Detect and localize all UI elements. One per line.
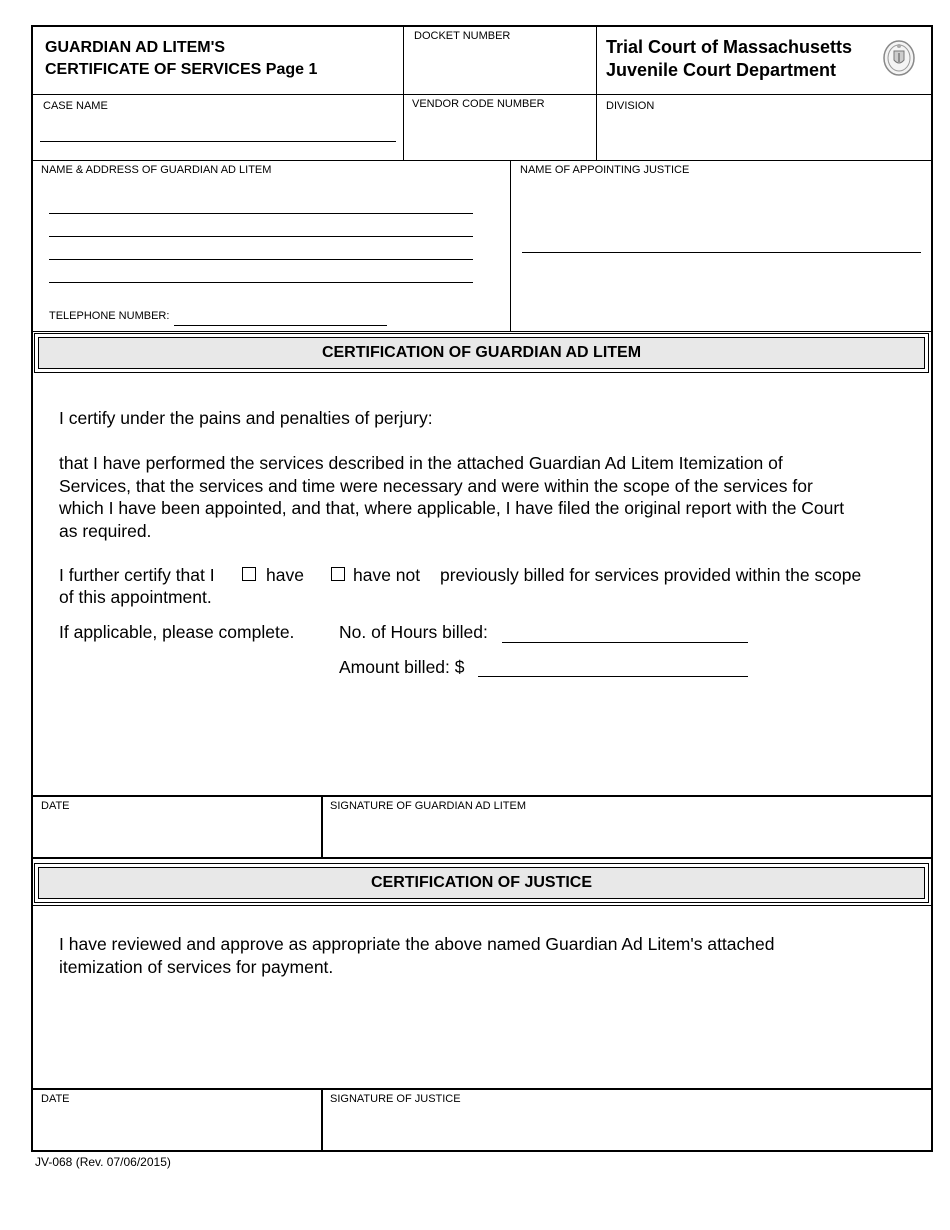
gal-date-label: DATE <box>41 800 70 812</box>
gal-address-line-4[interactable] <box>49 282 473 283</box>
form-title-line1: GUARDIAN AD LITEM'S <box>45 39 226 56</box>
case-name-line[interactable] <box>40 141 396 142</box>
docket-number-label: DOCKET NUMBER <box>414 30 511 42</box>
justice-signature-label: SIGNATURE OF JUSTICE <box>330 1093 461 1105</box>
have-checkbox[interactable] <box>242 567 256 581</box>
justice-signature-row-top <box>31 1088 933 1090</box>
vendor-code-label: VENDOR CODE NUMBER <box>412 98 545 110</box>
gal-address-line-2[interactable] <box>49 236 473 237</box>
row1-bottom-border <box>31 94 933 95</box>
form-frame-top <box>31 25 933 27</box>
further-certify-line2: of this appointment. <box>59 587 212 607</box>
form-frame-right <box>931 25 933 1152</box>
justice-certification-paragraph <box>59 933 919 978</box>
form-frame-bottom <box>31 1150 933 1152</box>
row3-divider <box>510 160 511 332</box>
row2-bottom-border <box>31 160 933 161</box>
further-certify-suffix: previously billed for services provided within the scope <box>440 565 862 585</box>
form-number: JV-068 (Rev. 07/06/2015) <box>35 1155 171 1169</box>
header-divider-2 <box>596 25 597 161</box>
gal-signature-row-top <box>31 795 933 797</box>
header-divider-1 <box>403 25 404 161</box>
gal-signature-label: SIGNATURE OF GUARDIAN AD LITEM <box>330 800 526 812</box>
if-applicable-text: If applicable, please complete. <box>59 622 295 642</box>
court-name <box>606 36 852 82</box>
gal-name-address-label: NAME & ADDRESS OF GUARDIAN AD LITEM <box>41 164 272 176</box>
telephone-line[interactable] <box>174 325 387 326</box>
amount-billed-line[interactable] <box>478 676 748 677</box>
form-title-line2: CERTIFICATE OF SERVICES Page 1 <box>45 61 318 78</box>
form-frame-left <box>31 25 33 1152</box>
appointing-justice-line[interactable] <box>522 252 921 253</box>
gal-intro-text: I certify under the pains and penalties of perjury: <box>59 408 433 428</box>
court-name-line1: Trial Court of Massachusetts <box>606 37 853 57</box>
telephone-label: TELEPHONE NUMBER: <box>49 310 170 322</box>
further-certify-prefix: I further certify that I <box>59 565 215 585</box>
justice-certification-banner <box>34 863 929 903</box>
gal-certification-banner <box>34 333 929 373</box>
justice-certification-title: CERTIFICATION OF JUSTICE <box>38 867 925 899</box>
banner2-bottom-border <box>31 905 933 906</box>
have-option-label: have <box>266 565 304 585</box>
gal-address-line-1[interactable] <box>49 213 473 214</box>
gal-paragraph-line2: Services, that the services and time were necessary and were within the scope of the services for <box>59 475 813 496</box>
justice-date-label: DATE <box>41 1093 70 1105</box>
hours-billed-line[interactable] <box>502 642 748 643</box>
hours-billed-label: No. of Hours billed: <box>339 622 488 642</box>
case-name-label: CASE NAME <box>43 100 108 112</box>
have-not-option-label: have not <box>353 565 421 585</box>
form-title <box>45 37 317 81</box>
justice-signature-divider <box>321 1088 323 1151</box>
gal-address-line-3[interactable] <box>49 259 473 260</box>
gal-paragraph-line4: as required. <box>59 520 152 541</box>
amount-billed-label: Amount billed: $ <box>339 657 465 677</box>
justice-paragraph-line2: itemization of services for payment. <box>59 956 334 977</box>
court-name-line2: Juvenile Court Department <box>606 60 837 80</box>
division-label: DIVISION <box>606 100 655 112</box>
have-not-checkbox[interactable] <box>331 567 345 581</box>
banner1-top-border <box>31 331 933 332</box>
gal-paragraph-line1: that I have performed the services described in the attached Guardian Ad Litem Itemization of <box>59 453 783 473</box>
gal-paragraph-line3: which I have been appointed, and that, where applicable, I have filed the original report with the Court <box>59 498 845 518</box>
gal-certification-paragraph <box>59 452 919 542</box>
gal-certification-title: CERTIFICATION OF GUARDIAN AD LITEM <box>38 337 925 369</box>
appointing-justice-label: NAME OF APPOINTING JUSTICE <box>520 164 690 176</box>
gal-signature-divider <box>321 795 323 858</box>
massachusetts-seal-icon <box>881 38 917 78</box>
justice-paragraph-line1: I have reviewed and approve as appropriate the above named Guardian Ad Litem's attached <box>59 934 775 954</box>
gal-signature-row-bottom <box>31 857 933 859</box>
